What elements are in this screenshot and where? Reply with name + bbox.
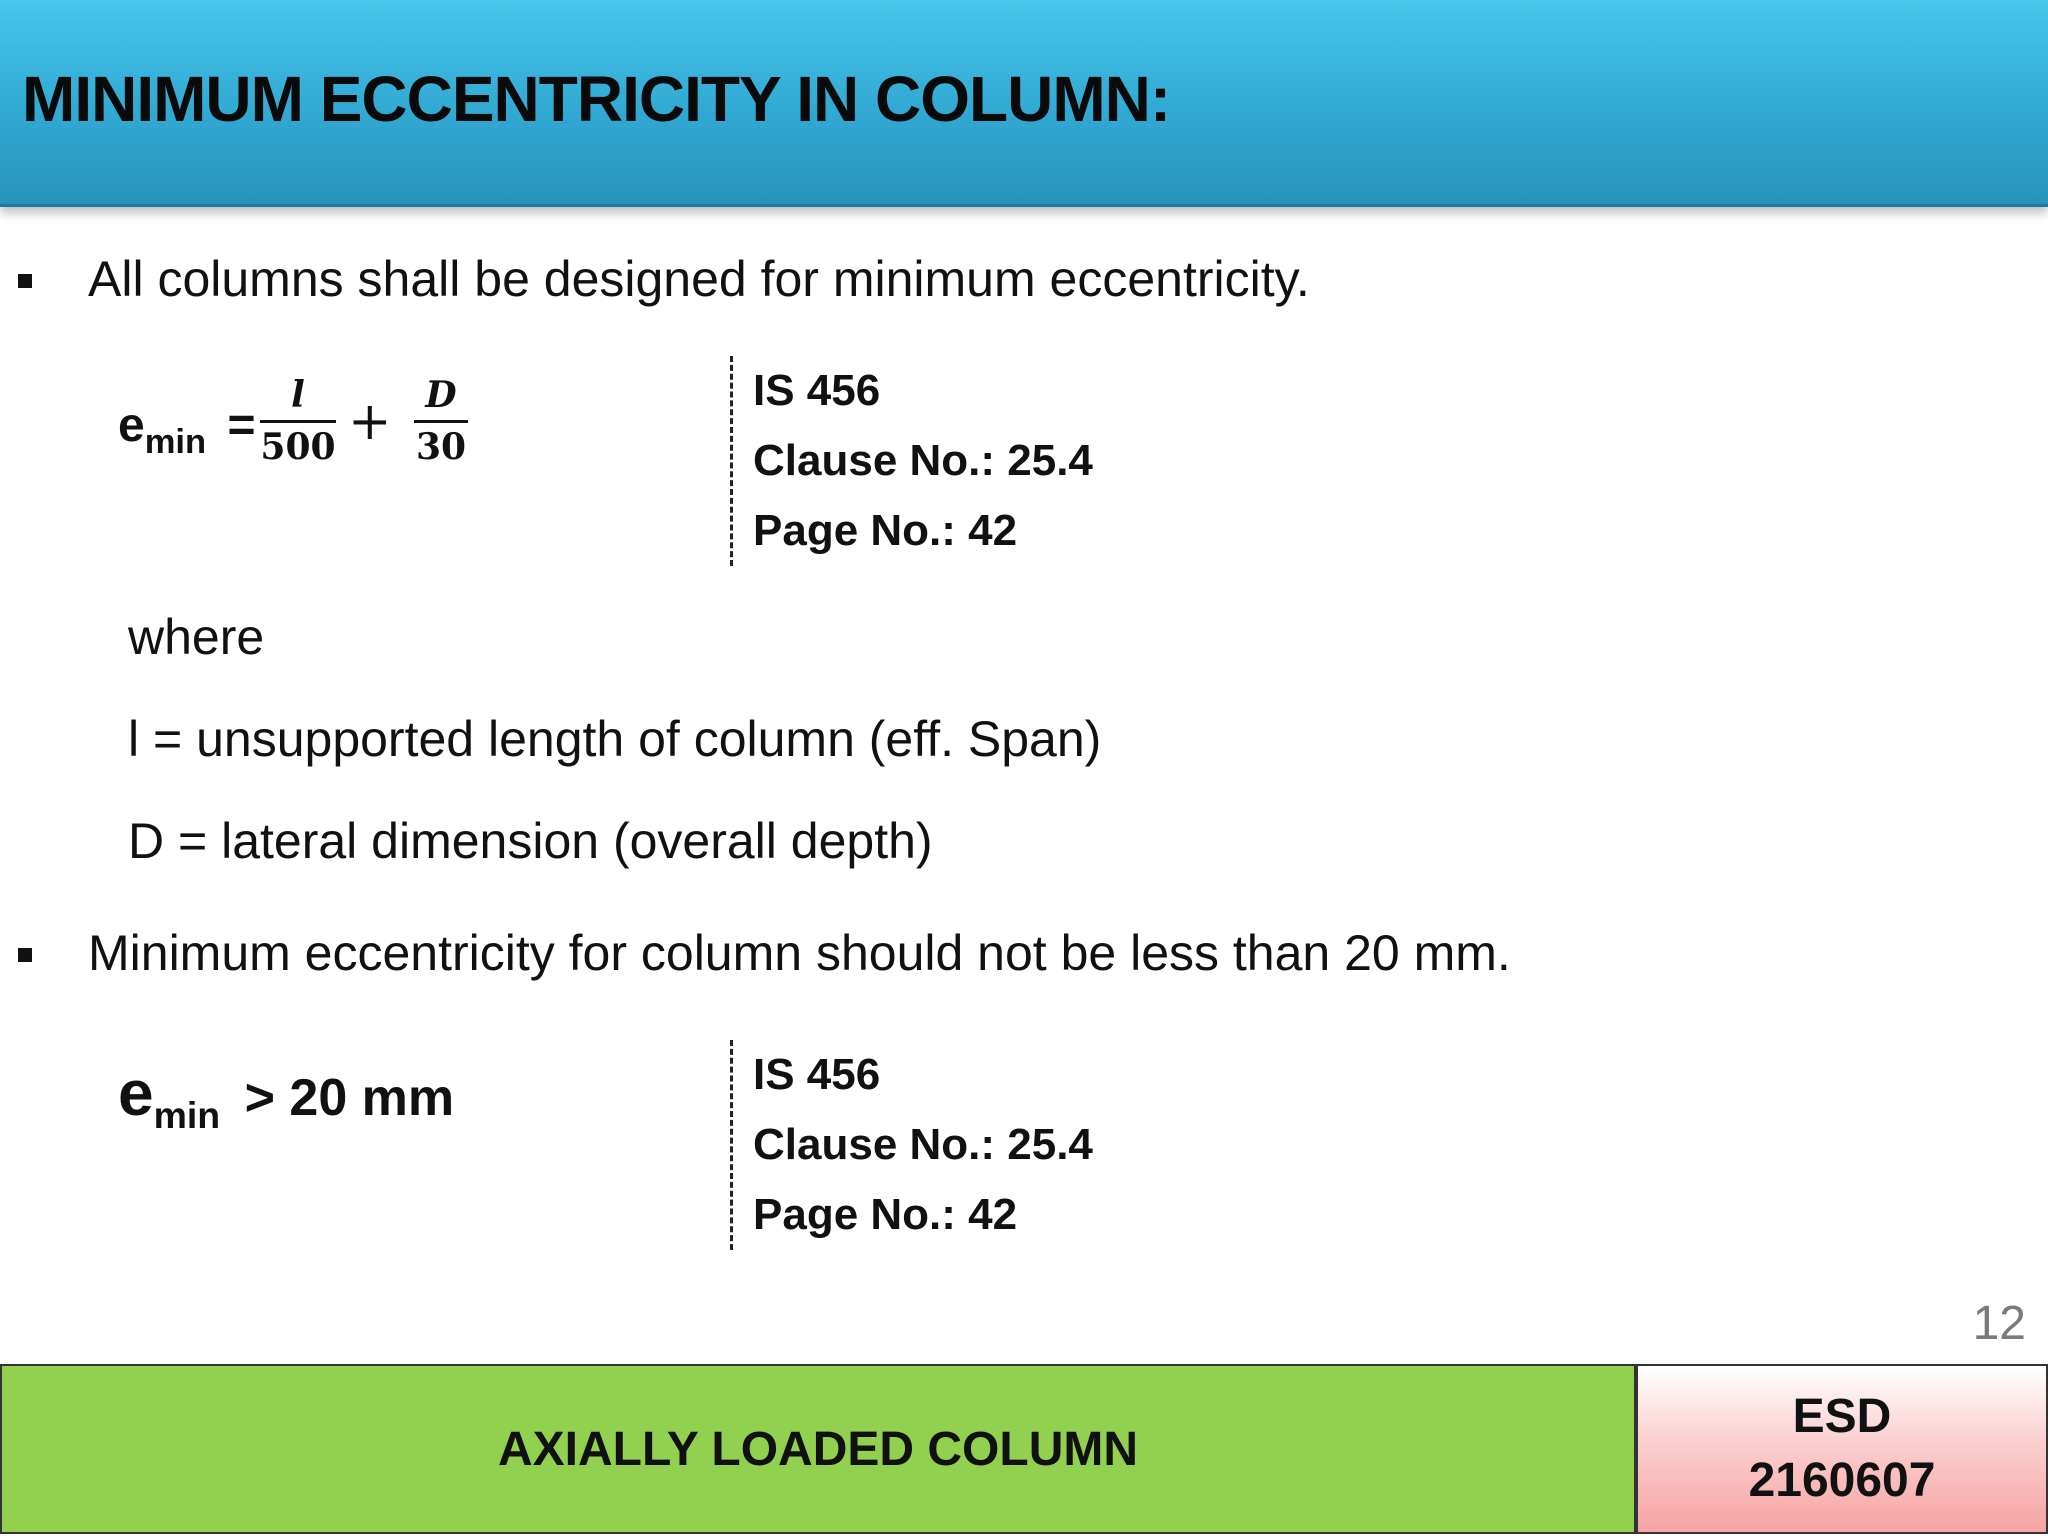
equals-sign: =: [227, 399, 256, 452]
bullet-text-2: Minimum eccentricity for column should not be less than 20 mm.: [88, 925, 1511, 981]
emin-subscript: min: [153, 1094, 221, 1137]
fraction-numerator-l: l: [291, 374, 305, 416]
fraction-l-over-500: [260, 372, 336, 469]
code-reference-2: [730, 1040, 1253, 1250]
emin-formula-lhs: [118, 398, 256, 462]
footer-topic: AXIALLY LOADED COLUMN: [497, 1422, 1139, 1476]
slide-title: MINIMUM ECCENTRICITY IN COLUMN:: [22, 63, 1171, 135]
slide-title-bar: [0, 0, 2048, 207]
footer-subject-code: 2160607: [1748, 1454, 1936, 1507]
plus-sign: +: [348, 392, 392, 452]
fraction-numerator-d: D: [425, 374, 457, 416]
code-reference-1: [730, 356, 1253, 566]
slide-number: 12: [1972, 1297, 2026, 1350]
reference-clause: Clause No.: 25.4: [753, 436, 1093, 485]
square-bullet-icon: [18, 274, 32, 288]
emin-subscript: min: [144, 423, 207, 462]
reference-page: Page No.: 42: [753, 1190, 1018, 1239]
footer-subject-name: ESD: [1792, 1390, 1892, 1443]
fraction-bar: [260, 420, 336, 423]
bullet-text-1: All columns shall be designed for minimum eccentricity.: [88, 251, 1310, 307]
footer-topic-box: [0, 1364, 1636, 1534]
fraction-denominator-500: 500: [260, 426, 336, 468]
emin-symbol: e: [118, 399, 145, 452]
emin-limit: > 20 mm: [244, 1069, 455, 1127]
definition-l: l = unsupported length of column (eff. Span): [128, 711, 1102, 767]
emin-symbol: e: [118, 1057, 154, 1129]
square-bullet-icon: [18, 948, 32, 962]
fraction-bar: [414, 420, 468, 423]
definition-d: D = lateral dimension (overall depth): [128, 813, 933, 869]
reference-clause: Clause No.: 25.4: [753, 1120, 1093, 1169]
fraction-denominator-30: 30: [415, 426, 467, 468]
reference-code: IS 456: [753, 1050, 881, 1099]
reference-page: Page No.: 42: [753, 506, 1018, 555]
footer-subject-box: [1636, 1364, 2048, 1534]
bullet-item-2: [0, 924, 2048, 994]
bullet-item-1: [0, 250, 2048, 320]
fraction-d-over-30: [414, 372, 468, 469]
where-label: where: [128, 609, 265, 665]
reference-code: IS 456: [753, 366, 881, 415]
emin-condition: [118, 1056, 454, 1137]
